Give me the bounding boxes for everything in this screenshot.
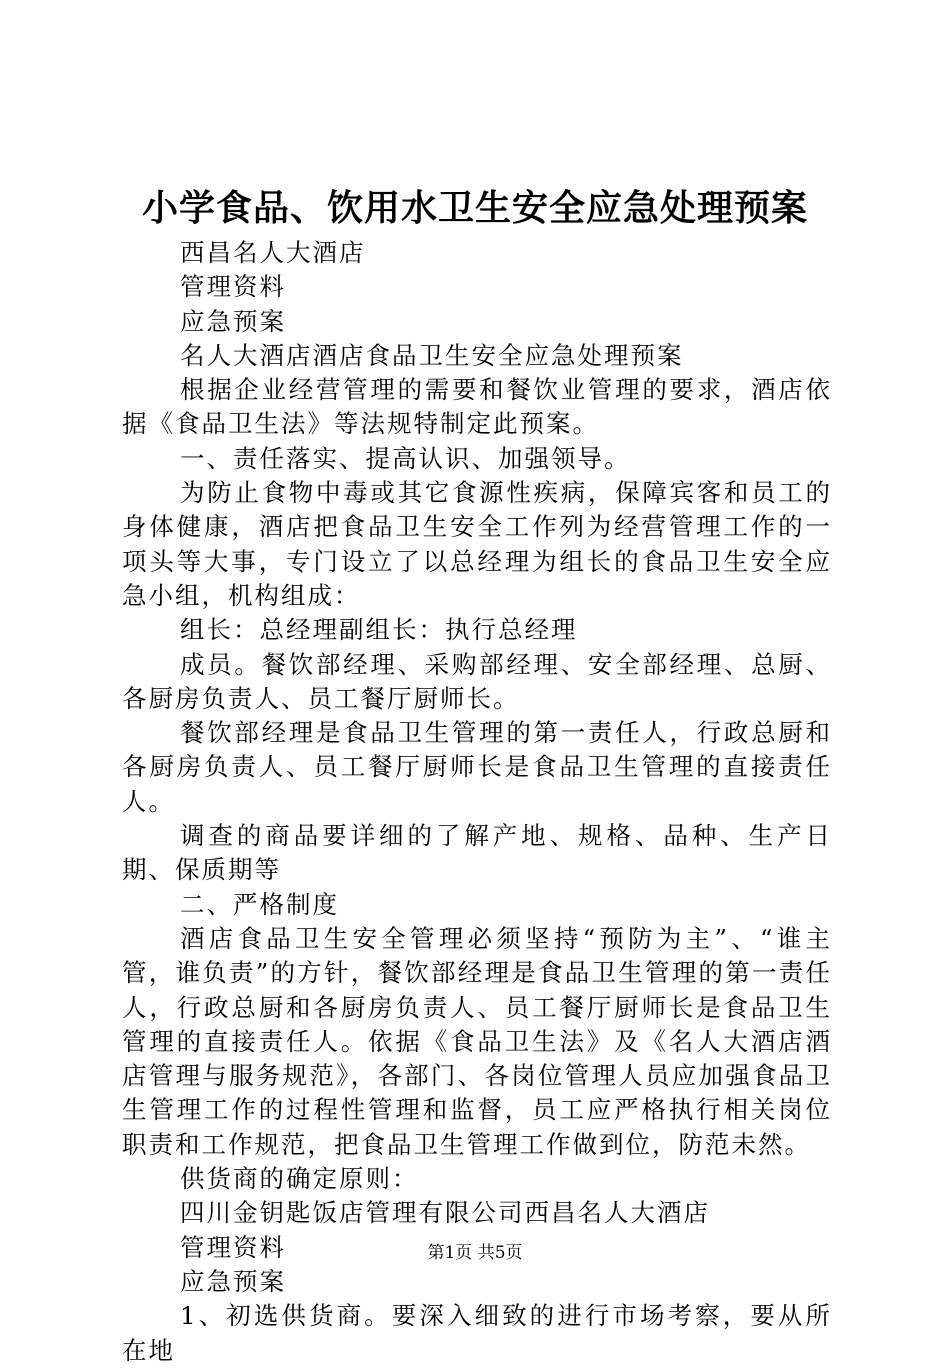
- paragraph: 组长：总经理副组长：执行总经理: [180, 615, 578, 645]
- paragraph: 1、初选供货商。要深入细致的进行市场考察，要从所在地: [122, 1301, 832, 1365]
- paragraph: 根据企业经营管理的需要和餐饮业管理的要求，酒店依据《食品卫生法》等法规特制定此预案。: [122, 375, 832, 439]
- section-heading: 一、责任落实、提高认识、加强领导。: [180, 443, 631, 473]
- paragraph: 应急预案: [180, 306, 286, 336]
- paragraph: 管理资料: [180, 272, 286, 302]
- paragraph: 餐饮部经理是食品卫生管理的第一责任人，行政总厨和各厨房负责人、员工餐厅厨师长是食品卫生管理的直接责任人。: [122, 718, 832, 816]
- paragraph: 管理资料: [180, 1232, 286, 1262]
- paragraph: 调查的商品要详细的了解产地、规格、品种、生产日期、保质期等: [122, 821, 832, 885]
- document-body: [122, 236, 832, 1368]
- paragraph: 名人大酒店酒店食品卫生安全应急处理预案: [180, 340, 684, 370]
- page-number: 第1页 共5页: [427, 1243, 523, 1263]
- paragraph: 成员。餐饮部经理、采购部经理、安全部经理、总厨、各厨房负责人、员工餐厅厨师长。: [122, 649, 832, 713]
- document-title: 小学食品、饮用水卫生安全应急处理预案: [141, 187, 808, 229]
- paragraph: 西昌名人大酒店: [180, 238, 366, 267]
- paragraph: 供货商的确定原则：: [180, 1164, 419, 1194]
- paragraph: 应急预案: [180, 1266, 286, 1296]
- section-heading: 二、严格制度: [180, 889, 339, 919]
- paragraph: 酒店食品卫生安全管理必须坚持“预防为主”、“谁主管，谁负责”的方针，餐饮部经理是食品卫生管理的第一责任人，行政总厨和各厨房负责人、员工餐厅厨师长是食品卫生管理的直接责任人。依据《食品卫生法》及《名人大酒店酒店管理与服务规范》，各部门、各岗位管理人员应加强食品卫生管理工作的过程性管理和监督，员工应严格执行相关岗位职责和工作规范，把食品卫生管理工作做到位，防范未然。: [122, 923, 832, 1159]
- paragraph: 四川金钥匙饭店管理有限公司西昌名人大酒店: [180, 1198, 710, 1228]
- paragraph: 为防止食物中毒或其它食源性疾病，保障宾客和员工的身体健康，酒店把食品卫生安全工作列为经营管理工作的一项头等大事，专门设立了以总经理为组长的食品卫生安全应急小组，机构组成：: [122, 478, 832, 610]
